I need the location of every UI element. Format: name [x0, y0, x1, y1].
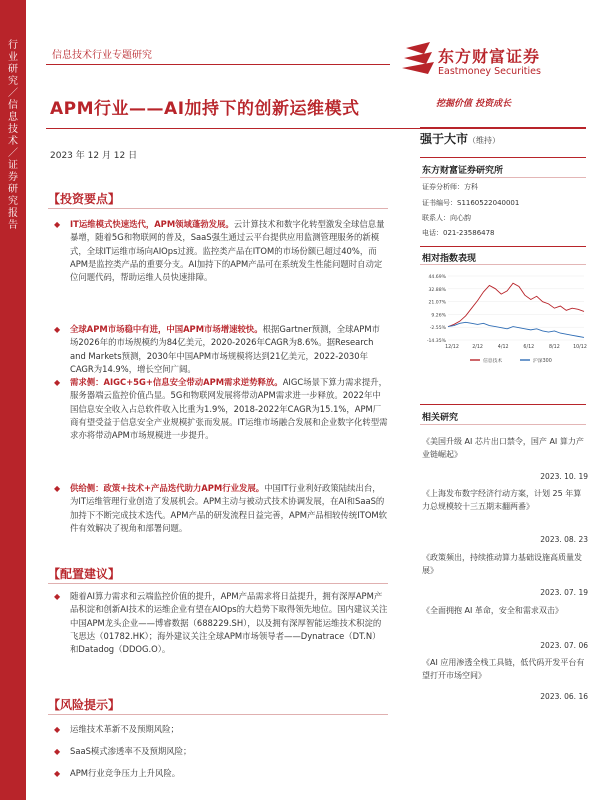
y-tick-label: -2.55%: [429, 326, 446, 332]
x-tick-label: 6/12: [523, 345, 535, 350]
related-item[interactable]: 《上海发布数字经济行动方案，计划 25 年算力总规模较十三五期末翻两番》: [422, 489, 582, 511]
left-side-bar: [0, 0, 26, 800]
contact-person: 联系人：向心韵: [422, 214, 471, 222]
invest-section-rule: [48, 208, 388, 209]
sidebar-char: 究: [8, 196, 18, 207]
y-tick-label: -14.35%: [426, 339, 446, 344]
index-top-rule: [420, 246, 586, 247]
sidebar-char: 息: [8, 112, 18, 123]
related-item-date: 2023. 06. 16: [540, 692, 588, 701]
config-point: ◆ 随着AI算力需求和云端监控价值的提升，APM产品需求将日益提升，拥有深厚APM产品积淀和创新AI技术的运维企业有望在AIOps的大趋势下取得领先地位。国内建议关注中国APM龙头企业——博睿数据（688229.SH），以及拥有深厚智能运维技术积淀的飞思达（01782.HK）；海外建议关注全球APM市场领导者——Dynatrace（DT.N）和Datadog（DDOG.O）。: [54, 591, 388, 655]
risk-point: ◆ SaaS模式渗透率不及预期风险；: [54, 745, 388, 758]
related-item-date: 2023. 07. 06: [540, 641, 588, 650]
analyst-name: 证券分析师：方科: [422, 183, 478, 191]
bullet-diamond-icon: ◆: [54, 325, 61, 334]
x-tick-label: 8/12: [549, 345, 560, 350]
certificate-number: 证书编号：S1160522040001: [422, 199, 520, 207]
sidebar-char: 信: [8, 100, 18, 111]
invest-point: ◆ IT运维模式快速迭代，APM领域蓬勃发展。云计算技术和数字化转型激发全球信息量暴增，随着5G和物联网的普及，SaaS强生通过云平台提供应用监测管理服务的新模式，全球IT运维市场向AIOps过渡。监控类产品在ITOM的市场份额已超过40%，而APM是监控类产品的重要分支。AI加持下的APM产品可在系统发生性能问题时自动定位问题代码，帮助运维人员快速排障。: [54, 219, 385, 283]
y-tick-label: 32.88%: [428, 287, 446, 293]
sidebar-char: 技: [8, 124, 18, 135]
index-title-rule: [420, 264, 586, 265]
bullet-diamond-icon: ◆: [54, 592, 61, 601]
page-title: APM行业——AI加持下的创新运维模式: [50, 99, 360, 119]
related-item-date: 2023. 07. 19: [540, 588, 588, 597]
institute-rule: [420, 177, 586, 178]
risk-point: ◆ APM行业竞争压力上升风险。: [54, 767, 388, 780]
rating-bottom-rule: [420, 157, 586, 158]
invest-point: ◆ 全球APM市场稳中有进，中国APM市场增速较快。根据Gartner预测，全球APM市场2026年的市场规模约为84亿美元，2020-2026年CAGR为8.6%。据Research and Markets预测，2030年中国APM市场规模将达到21亿美元，2022-2030年CAGR为14.9%，增长空间广阔。: [54, 324, 380, 374]
header-divider: [46, 64, 390, 65]
rating-top-rule: [420, 127, 586, 128]
related-top-rule: [420, 404, 586, 405]
bullet-diamond-icon: ◆: [54, 725, 61, 734]
x-tick-label: 2/12: [472, 345, 483, 350]
related-item-date: 2023. 08. 23: [540, 535, 588, 544]
invest-point: ◆ 需求侧：AIGC+5G+信息安全带动APM需求逆势释放。AIGC场景下算力需求提升，服务器端云监控价值凸显。5G和物联网发展将带动APM需求进一步释放。2022年中国信息安全收入占总软件收入比重为1.9%，2018-2022年CAGR为15.1%，APM厂商有望受益于信息安全产业规模扩张而发展。IT运维市场融合发展和企业数字化转型需求亦将带动APM市场规模进一步提升。: [54, 377, 388, 441]
related-title-rule: [420, 424, 586, 425]
y-tick-label: 21.07%: [428, 300, 446, 306]
y-tick-label: 9.26%: [431, 313, 446, 319]
x-tick-label: 4/12: [497, 345, 509, 350]
institute-name: 东方财富证券研究所: [422, 166, 504, 176]
legend-label: 信息技术: [483, 359, 503, 364]
y-tick-label: 44.69%: [428, 275, 446, 280]
sidebar-char: 证: [8, 160, 18, 171]
invest-point: ◆ 供给侧：政策+技术+产品迭代助力APM行业发展。中国IT行业利好政策陆续出台，为IT运维管理行业创造了发展机会。APM主动与被动式技术协调发展，在AI和SaaS的加持下不断完成技术迭代。APM产品的研发流程日益完善，APM产品相较传统ITOM软件有效解决了视角和部署问题。: [54, 483, 388, 533]
invest-section-heading: 【投资要点】: [48, 192, 121, 206]
bullet-diamond-icon: ◆: [54, 378, 61, 387]
x-tick-label: 10/12: [573, 345, 587, 350]
sidebar-char: 告: [8, 220, 18, 231]
related-item[interactable]: 《政策频出，持续推动算力基础设施高质量发展》: [422, 553, 582, 575]
sidebar-char: 术: [8, 136, 18, 147]
related-item[interactable]: 《AI 应用渗透全栈工具链，低代码开发平台有望打开市场空间》: [422, 658, 585, 680]
sidebar-char: 行: [8, 40, 18, 51]
sidebar-vertical-text: [4, 40, 22, 232]
sidebar-char: 券: [8, 172, 18, 183]
report-category: 信息技术行业专题研究: [52, 50, 152, 61]
sidebar-char: ／: [8, 148, 18, 159]
related-item-date: 2023. 10. 19: [540, 472, 588, 481]
sidebar-char: 业: [8, 52, 18, 63]
bullet-diamond-icon: ◆: [54, 769, 61, 778]
sidebar-char: 报: [8, 208, 18, 219]
rating-note: （维持）: [468, 136, 501, 145]
risk-section-heading: 【风险提示】: [48, 698, 121, 712]
title-divider: [46, 128, 586, 129]
config-section-heading: 【配置建议】: [48, 567, 121, 581]
config-section-rule: [48, 583, 388, 584]
bullet-diamond-icon: ◆: [54, 747, 61, 756]
brand-name-en: Eastmoney Securities: [438, 66, 541, 77]
phone-number: 电话：021-23586478: [422, 229, 495, 237]
bullet-diamond-icon: ◆: [54, 484, 61, 493]
series-line: [448, 283, 584, 326]
bullet-diamond-icon: ◆: [54, 220, 61, 229]
relative-index-chart: [418, 268, 590, 374]
brand-slogan: 挖掘价值 投资成长: [436, 99, 512, 109]
series-line: [448, 322, 584, 337]
related-item[interactable]: 《全面拥抱 AI 革命，安全和需求双击》: [422, 606, 563, 615]
brand-name-cn: 东方财富证券: [438, 47, 541, 66]
sidebar-char: 研: [8, 64, 18, 75]
related-research-title: 相关研究: [422, 413, 459, 423]
risk-section-rule: [48, 714, 388, 715]
report-date: 2023 年 12 月 12 日: [50, 151, 138, 161]
sidebar-char: ／: [8, 88, 18, 99]
rating-label: 强于大市: [420, 132, 469, 146]
rating: [420, 130, 500, 147]
sidebar-char: 研: [8, 184, 18, 195]
sidebar-char: 究: [8, 76, 18, 87]
risk-point: ◆ 运维技术革新不及预期风险；: [54, 723, 388, 736]
index-chart-title: 相对指数表现: [422, 254, 477, 264]
legend-label: 沪深300: [533, 359, 552, 364]
x-tick-label: 12/12: [445, 345, 459, 350]
related-item[interactable]: 《美国升级 AI 芯片出口禁令，国产 AI 算力产业链崛起》: [422, 437, 584, 459]
